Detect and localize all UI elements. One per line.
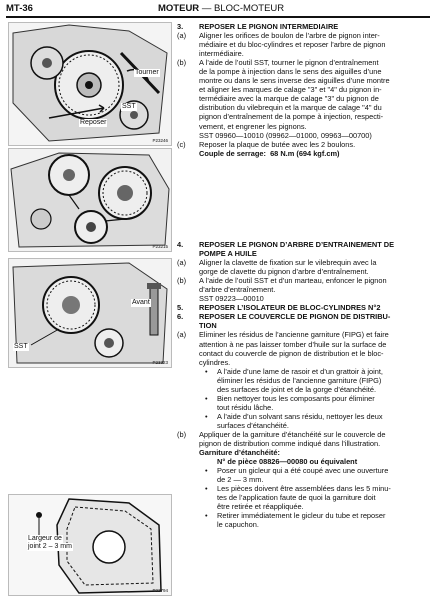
step-6a-bullet-3: • A l’aide d’un solvant sans résidu, nettoyer les deux surfaces d’étanchéité. xyxy=(205,411,383,430)
seal-label: Garniture d’étanchéité: xyxy=(199,448,280,458)
figure-oil-pump-gear-drawing xyxy=(9,259,171,367)
step-3-title: 3. REPOSER LE PIGNON INTERMEDIAIRE xyxy=(177,22,339,31)
section-3 xyxy=(177,22,429,158)
part-number: N° de pièce 08826—00080 ou équivalent xyxy=(217,457,358,467)
figure-idler-gear xyxy=(8,22,172,146)
figure-code: P23323 xyxy=(152,360,168,365)
figure-label-width-2: joint 2 – 3 mm xyxy=(28,543,72,550)
step-4-title: 4. REPOSER LE PIGNON D’ARBRE D’ENTRAINEMENT DE POMPE A HUILE xyxy=(177,240,395,259)
figure-label-reposer: Reposer xyxy=(80,119,107,126)
figure-code: P23246 xyxy=(152,138,168,143)
sst-tool-number: SST 09960—10010 (09962—01000, 09963—00700) xyxy=(199,130,372,140)
header-rule xyxy=(6,16,430,18)
figure-cover-seal xyxy=(8,494,172,596)
step-6b-bullet-2: • Les pièces doivent être assemblées dans les 5 minu- tes de l’application faute de quoi la garniture doit être retirée et réappliquée. xyxy=(205,484,391,512)
figure-oil-pump-gear xyxy=(8,258,172,368)
section-4-6 xyxy=(177,240,429,530)
step-3b: (b) A l’aide de l’outil SST, tourner le pignon d’entraînement de la pompe à injection dans le sens des aiguilles d’une montre ou dans le sens inverse des aiguilles d’une montre et aligner les marques de calage "3" et "4" du pignon in- termédiaire avec la marque de calage "3" du pignon de distribution du vilebrequin et la marque de calage "4" du pignon d’entraînement de la pompe à injection, respecti- vement, et engrener les pignons. SST 09960—10010 (09962—01000, 09963—00700) xyxy=(177,58,429,139)
figure-label-sst: SST xyxy=(14,343,28,350)
page-number: MT-36 xyxy=(6,3,33,14)
running-title xyxy=(158,3,284,14)
figure-label-width-1: Largeur de xyxy=(28,535,62,542)
step-6-title: 6. REPOSER LE COUVERCLE DE PIGNON DE DISTRIBU- TION xyxy=(177,312,391,331)
step-3-number: 3. xyxy=(177,22,184,31)
figure-code: P23215 xyxy=(152,244,168,249)
page-header xyxy=(6,3,430,16)
figure-timing-marks-drawing xyxy=(9,149,171,251)
figure-label-sst: SST xyxy=(122,103,136,110)
step-5-title: 5. REPOSER L’ISOLATEUR DE BLOC-CYLINDRES N°2 xyxy=(177,303,381,313)
torque-spec: Couple de serrage: 68 N.m (694 kgf.cm) xyxy=(199,148,340,158)
step-6b-bullet-3: • Retirer immédiatement le gicleur du tube et reposer le capuchon. xyxy=(205,511,386,530)
section-title: MOTEUR xyxy=(158,3,200,14)
step-4a: (a) Aligner la clavette de fixation sur le vilebrequin avec la gorge de clavette du pignon d’arbre d’entraînement. xyxy=(177,258,377,277)
step-3c: (c) Reposer la plaque de butée avec les 2 boulons. Couple de serrage: 68 N.m (694 kgf.cm) xyxy=(177,140,429,158)
figure-code: P22794 xyxy=(152,588,168,593)
step-6a: (a) Eliminer les résidus de l’ancienne garniture (FIPG) et faire attention à ne pas laisser tomber d’huile sur la surface de contact du couvercle de pignon de distribution et le bloc- cylindres. xyxy=(177,330,389,367)
step-3a: (a) Aligner les orifices de boulon de l’arbre de pignon inter- médiaire et du bloc-cylindres et reposer l’arbre de pignon intermédiaire. xyxy=(177,31,386,59)
step-6a-bullet-1: • A l’aide d’une lame de rasoir et d’un grattoir à joint, éliminer les résidus de l’ancienne garniture (FIPG) des surfaces de joint et de la gorge d’étanchéité. xyxy=(205,366,383,394)
step-6a-bullet-2: • Bien nettoyer tous les composants pour éliminer tout résidu lâche. xyxy=(205,393,375,412)
step-4b: (b) A l’aide de l’outil SST et d’un marteau, enfoncer le pignon d’arbre d’entraînement. SST 09223—00010 xyxy=(177,276,387,304)
title-separator: — xyxy=(201,3,212,14)
step-6b: (b) Appliquer de la garniture d’étanchéité sur le couvercle de pignon de distribution comme indiqué dans l’illustration. Garniture d’étanchéité: xyxy=(177,430,429,457)
step-6b-bullet-1: • Poser un gicleur qui a été coupé avec une ouverture de 2 — 3 mm. xyxy=(205,466,389,485)
figure-timing-marks xyxy=(8,148,172,252)
figure-label-tourner: Tourner xyxy=(135,69,159,76)
figure-label-avant: Avant xyxy=(132,299,150,306)
subsection-title: BLOC-MOTEUR xyxy=(213,3,285,14)
